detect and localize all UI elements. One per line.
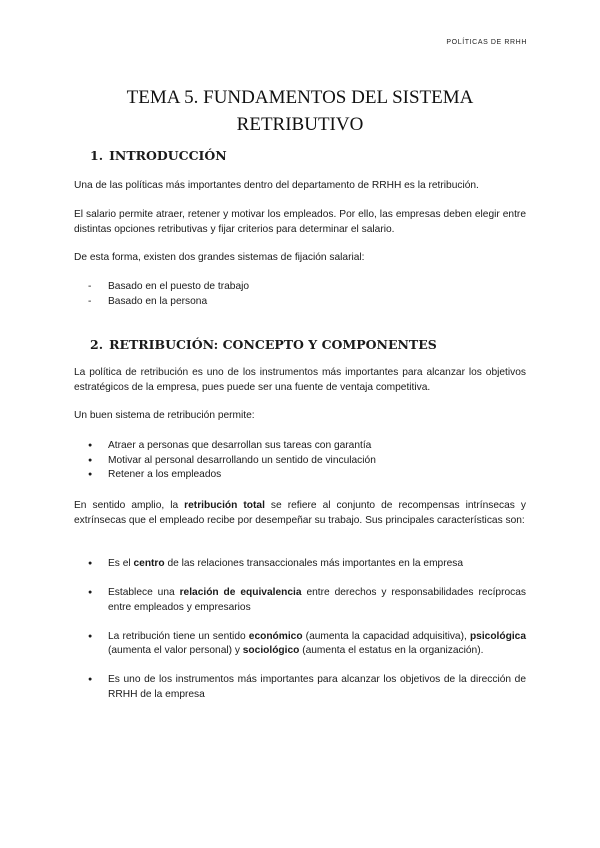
title-line-2: RETRIBUTIVO [236, 114, 364, 135]
section-2-features-list [88, 557, 526, 717]
running-header: POLÍTICAS DE RRHH [446, 39, 527, 46]
bold-term: económico [248, 630, 303, 642]
text-run: Es el [108, 558, 134, 569]
bold-term: sociológico [242, 645, 300, 656]
text-run: entre derechos y responsabilidades recíprocas entre empleados y empresarios [108, 587, 527, 613]
section-1-paragraph-1: Una de las políticas más importantes dentro del departamento de RRHH es la retribución. [74, 180, 479, 191]
bold-term: psicológica [469, 630, 526, 642]
list-item: ● Retener a los empleados [88, 468, 526, 483]
text-run: Es uno de los instrumentos más importantes para alcanzar los objetivos de la dirección de RRHH de la empresa [108, 674, 526, 700]
section-1-title: INTRODUCCIÓN [109, 148, 227, 163]
section-2-paragraph-3 [74, 499, 526, 528]
section-1-paragraph-3: De esta forma, existen dos grandes sistemas de fijación salarial: [74, 252, 365, 263]
section-2-paragraph-2: Un buen sistema de retribución permite: [74, 410, 255, 421]
section-1-list [88, 280, 526, 309]
text-run: (aumenta el valor personal) y [108, 645, 243, 656]
list-item: - Basado en la persona [88, 295, 526, 310]
text-run: (aumenta la capacidad adquisitiva), [302, 630, 470, 642]
bold-term: retribución total [184, 500, 265, 511]
section-1-heading [90, 148, 227, 163]
text-run: de las relaciones transaccionales más importantes en la empresa [164, 558, 464, 569]
text-run: La retribución tiene un sentido [108, 630, 249, 642]
list-item [88, 673, 526, 702]
section-2-title: RETRIBUCIÓN: CONCEPTO Y COMPONENTES [109, 337, 437, 352]
list-item: - Basado en el puesto de trabajo [88, 280, 526, 295]
section-2-number: 2. [90, 337, 104, 352]
title-line-1: TEMA 5. FUNDAMENTOS DEL SISTEMA [126, 87, 474, 108]
list-item: ● Motivar al personal desarrollando un sentido de vinculación [88, 454, 526, 469]
text-run: se refiere al conjunto de recompensas intrínsecas y extrínsecas que el empleado recibe por desempeñar su trabajo. Sus principales características son: [74, 500, 526, 526]
section-2-benefits-list [88, 439, 526, 483]
list-item: ● Atraer a personas que desarrollan sus tareas con garantía [88, 439, 526, 454]
bold-term: relación de equivalencia [179, 587, 302, 598]
list-item [88, 586, 526, 615]
text-run: En sentido amplio, la [74, 500, 185, 511]
section-2-paragraph-1: La política de retribución es uno de los instrumentos más importantes para alcanzar los objetivos estratégicos de la empresa, pues puede ser una fuente de ventaja competitiva. [74, 367, 526, 393]
text-run: (aumenta el estatus en la organización). [299, 645, 484, 656]
section-1-number: 1. [90, 148, 104, 163]
bold-term: centro [133, 558, 165, 569]
section-1-paragraph-2: El salario permite atraer, retener y motivar los empleados. Por ello, las empresas deben elegir entre distintas opciones retributivas y fijar criterios para determinar el salario. [74, 209, 526, 235]
list-item [88, 630, 526, 659]
document-title [60, 84, 540, 138]
text-run: Establece una [108, 587, 180, 598]
list-item [88, 557, 526, 572]
section-2-heading [90, 337, 437, 352]
